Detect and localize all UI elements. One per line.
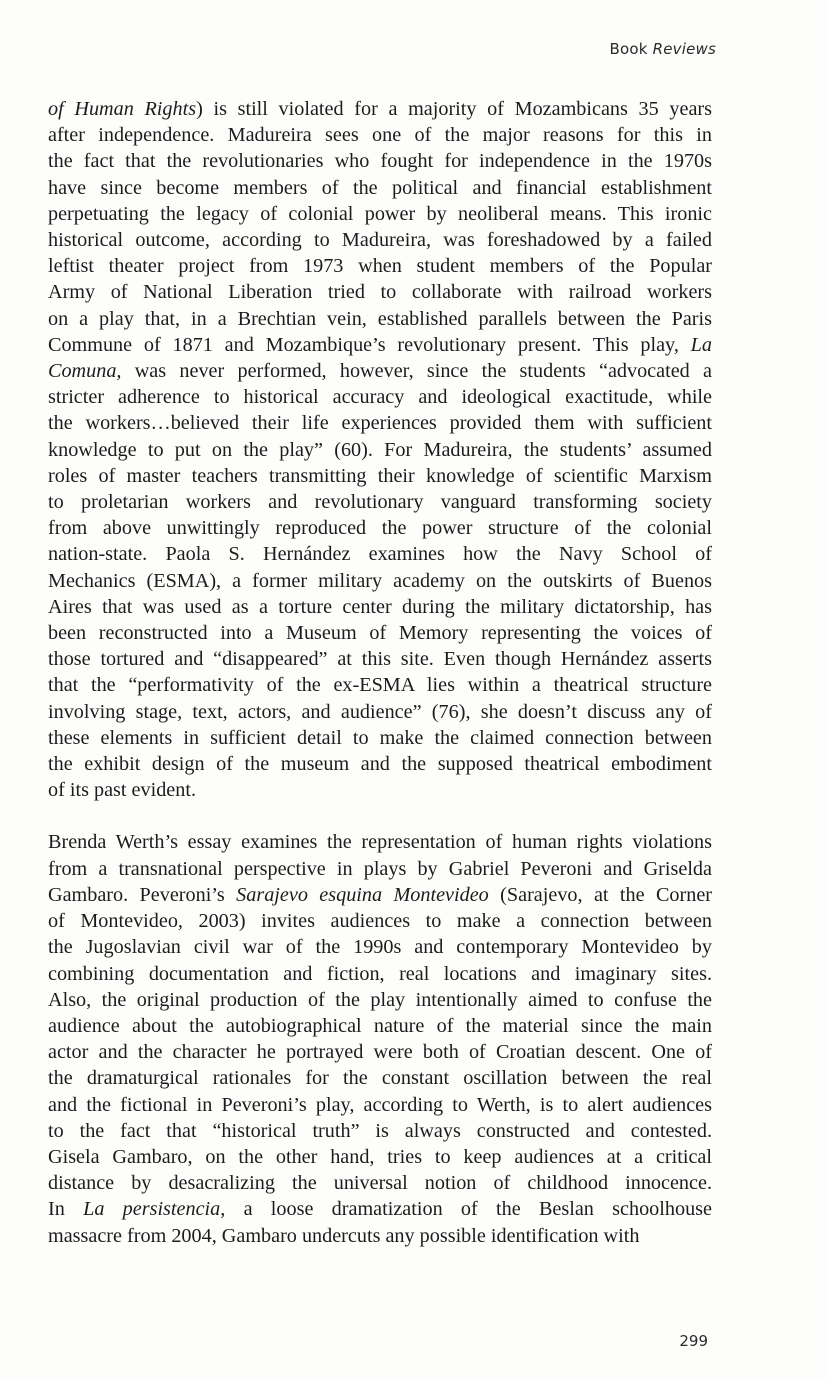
italic-text: of Human Rights — [48, 98, 197, 120]
text-run: to the fact that “historical truth” is always constructed and contested. — [48, 1119, 712, 1142]
text-line — [48, 777, 712, 803]
text-run: on a play that, in a Brechtian vein, established parallels between the Paris — [48, 307, 712, 330]
text-line — [48, 1118, 712, 1144]
text-run: perpetuating the legacy of colonial power by neoliberal means. This ironic — [48, 202, 712, 225]
text-run: , a loose dramatization of the Beslan schoolhouse — [220, 1198, 712, 1221]
text-run: Commune of 1871 and Mozambique’s revolutionary present. This play, — [48, 333, 691, 356]
text-run: Gambaro. Peveroni’s — [48, 883, 237, 906]
text-line — [48, 410, 712, 436]
running-header-section: Reviews — [652, 40, 716, 58]
text-run: of Montevideo, 2003) invites audiences to make a connection between — [48, 910, 712, 933]
text-run: nation-state. Paola S. Hernández examines how the Navy School of — [48, 543, 712, 566]
text-run: roles of master teachers transmitting their knowledge of scientific Marxism — [48, 464, 712, 487]
text-run: have since become members of the political and financial establishment — [48, 176, 712, 199]
text-run: actor and the character he portrayed were both of Croatian descent. One of — [48, 1041, 712, 1064]
text-run: these elements in sufficient detail to make the claimed connection between — [48, 726, 712, 749]
text-line — [48, 489, 712, 515]
text-line — [48, 1013, 712, 1039]
text-run: the Jugoslavian civil war of the 1990s and contemporary Montevideo by — [48, 936, 712, 959]
text-line — [48, 541, 712, 567]
text-run: the dramaturgical rationales for the constant oscillation between the real — [48, 1067, 712, 1090]
text-line — [48, 148, 712, 174]
text-line — [48, 829, 712, 855]
text-line — [48, 463, 712, 489]
text-run: audience about the autobiographical nature of the material since the main — [48, 1014, 712, 1037]
paragraph-2 — [48, 829, 712, 1248]
text-line — [48, 987, 712, 1013]
text-run: to proletarian workers and revolutionary vanguard transforming society — [48, 491, 712, 514]
text-run: involving stage, text, actors, and audience” (76), she doesn’t discuss any of — [48, 700, 712, 723]
text-line — [48, 1144, 712, 1170]
text-run: Also, the original production of the play intentionally aimed to confuse the — [48, 988, 712, 1011]
text-line — [48, 227, 712, 253]
text-line — [48, 358, 712, 384]
text-line — [48, 699, 712, 725]
text-run: Brenda Werth’s essay examines the representation of human rights violations — [48, 831, 712, 854]
text-line — [48, 672, 712, 698]
text-line — [48, 515, 712, 541]
text-run: leftist theater project from 1973 when student members of the Popular — [48, 255, 712, 278]
text-line — [48, 751, 712, 777]
text-run: been reconstructed into a Museum of Memory representing the voices of — [48, 622, 712, 645]
text-line — [48, 332, 712, 358]
text-line — [48, 620, 712, 646]
text-line — [48, 279, 712, 305]
text-run: (Sarajevo, at the Corner — [488, 883, 712, 906]
text-run: knowledge to put on the play” (60). For Madureira, the students’ assumed — [48, 438, 712, 461]
text-run: Aires that was used as a torture center during the military dictatorship, has — [48, 595, 712, 618]
text-run: after independence. Madureira sees one of the major reasons for this in — [48, 124, 712, 147]
text-line — [48, 594, 712, 620]
text-line — [48, 1065, 712, 1091]
text-run: massacre from 2004, Gambaro undercuts any possible identification with — [48, 1224, 640, 1247]
text-line — [48, 306, 712, 332]
text-line — [48, 384, 712, 410]
text-run: Army of National Liberation tried to collaborate with railroad workers — [48, 281, 712, 304]
text-run: stricter adherence to historical accuracy and ideological exactitude, while — [48, 386, 712, 409]
running-header — [609, 40, 716, 58]
body-text — [48, 96, 712, 1249]
italic-text: La — [690, 333, 712, 356]
italic-text: Comuna, — [48, 360, 122, 383]
text-run: those tortured and “disappeared” at this site. Even though Hernández asserts — [48, 648, 712, 671]
text-line — [48, 1039, 712, 1065]
text-run: that the “performativity of the ex-ESMA lies within a theatrical structure — [48, 674, 712, 697]
text-run: In — [48, 1198, 84, 1221]
running-header-prefix: Book — [609, 40, 653, 58]
text-line — [48, 961, 712, 987]
text-run: ) is still violated for a majority of Mozambicans 35 years — [196, 98, 712, 120]
text-line — [48, 934, 712, 960]
text-run: Gisela Gambaro, on the other hand, tries to keep audiences at a critical — [48, 1145, 712, 1168]
text-line — [48, 568, 712, 594]
text-line — [48, 646, 712, 672]
text-run: distance by desacralizing the universal notion of childhood innocence. — [48, 1172, 712, 1195]
text-line — [48, 725, 712, 751]
text-line — [48, 122, 712, 148]
italic-text: Sarajevo esquina Montevideo — [236, 883, 489, 906]
text-line — [48, 1196, 712, 1222]
text-run: the workers…believed their life experiences provided them with sufficient — [48, 412, 712, 435]
page-number: 299 — [679, 1332, 708, 1350]
text-line — [48, 1092, 712, 1118]
text-run: from above unwittingly reproduced the power structure of the colonial — [48, 517, 712, 540]
text-line — [48, 882, 712, 908]
text-run: Mechanics (ESMA), a former military academy on the outskirts of Buenos — [48, 569, 712, 592]
text-line — [48, 96, 712, 122]
text-line — [48, 1170, 712, 1196]
text-run: was never performed, however, since the students “advocated a — [121, 360, 712, 383]
text-line — [48, 856, 712, 882]
text-line — [48, 201, 712, 227]
text-line — [48, 437, 712, 463]
paragraph-1 — [48, 96, 712, 803]
text-run: the fact that the revolutionaries who fought for independence in the 1970s — [48, 150, 712, 173]
text-run: combining documentation and fiction, real locations and imaginary sites. — [48, 962, 712, 985]
text-run: and the fictional in Peveroni’s play, according to Werth, is to alert audiences — [48, 1093, 712, 1116]
italic-text: La persistencia — [83, 1198, 221, 1221]
text-run: the exhibit design of the museum and the supposed theatrical embodiment — [48, 753, 712, 776]
text-run: historical outcome, according to Madureira, was foreshadowed by a failed — [48, 229, 712, 252]
text-run: from a transnational perspective in plays by Gabriel Peveroni and Griselda — [48, 857, 712, 880]
text-line — [48, 253, 712, 279]
text-run: of its past evident. — [48, 779, 197, 802]
text-line — [48, 908, 712, 934]
text-line — [48, 175, 712, 201]
text-line — [48, 1223, 712, 1249]
